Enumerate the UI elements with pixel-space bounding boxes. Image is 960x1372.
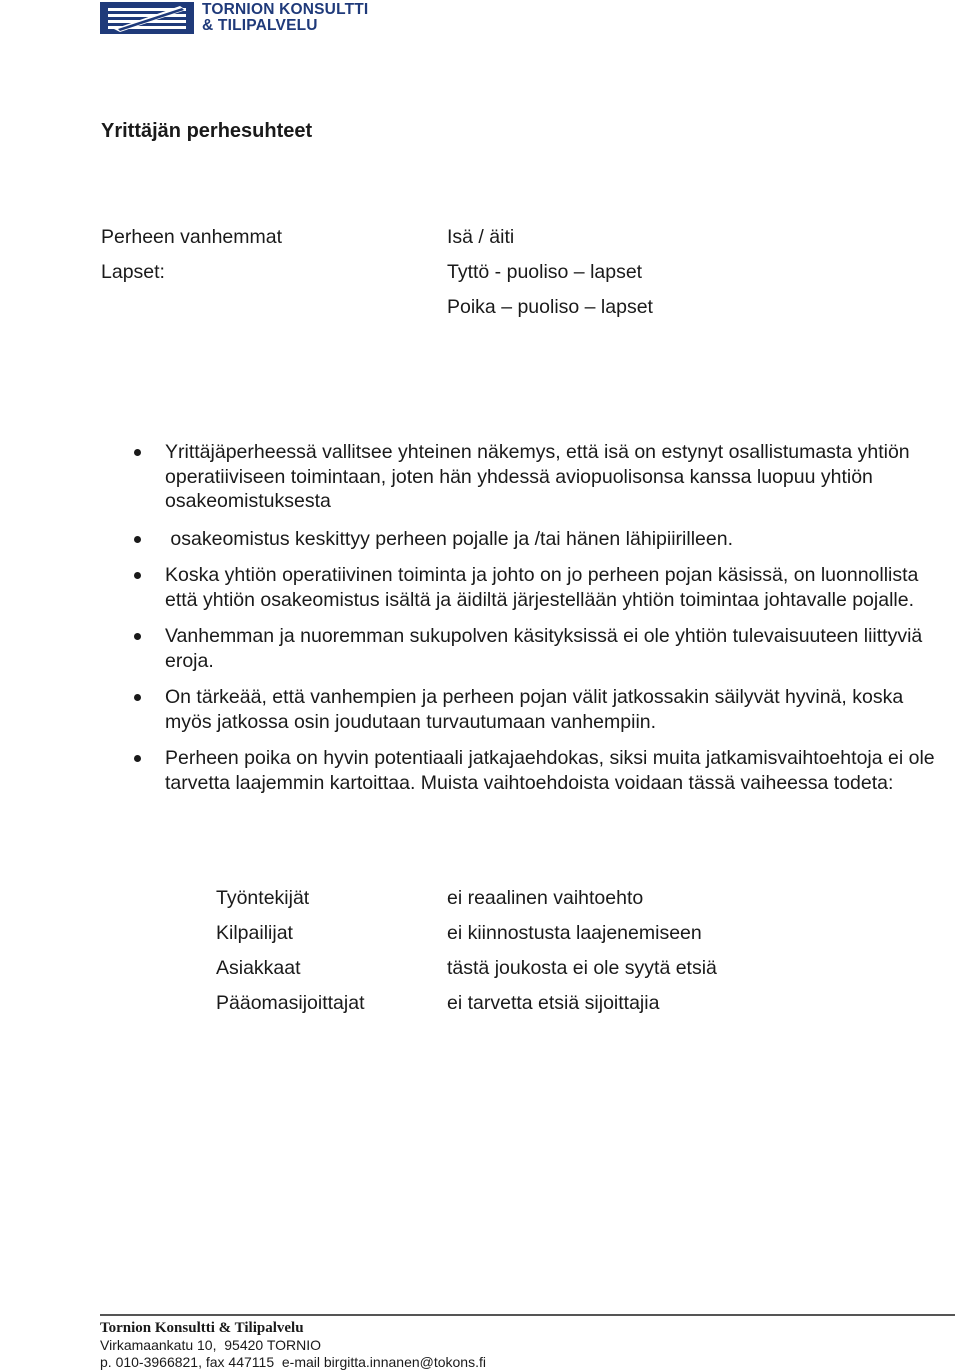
alternative-value: ei kiinnostusta laajenemiseen	[447, 922, 702, 944]
alternative-value: ei reaalinen vaihtoehto	[447, 887, 644, 909]
list-item	[133, 685, 953, 734]
bullet-icon	[134, 572, 141, 579]
bullet-icon	[134, 755, 141, 762]
bullet-icon	[134, 694, 141, 701]
logo-mark-icon	[100, 2, 194, 34]
alternative-label: Kilpailijat	[216, 922, 293, 944]
bullet-text: On tärkeää, että vanhempien ja perheen pojan välit jatkossakin säilyvät hyvinä, koska myös jatkossa osin joudutaan turvautumaan vanhempiin.	[165, 686, 904, 733]
bullet-icon	[134, 536, 141, 543]
family-label: Perheen vanhemmat	[101, 226, 283, 248]
footer-company: Tornion Konsultti & Tilipalvelu	[100, 1320, 304, 1336]
list-item	[133, 563, 953, 612]
page-title: Yrittäjän perhesuhteet	[101, 120, 313, 142]
bullet-text: Vanhemman ja nuoremman sukupolven käsityksissä ei ole yhtiön tulevaisuuteen liittyviä eroja.	[165, 625, 923, 672]
bullet-text: osakeomistus keskittyy perheen pojalle ja /tai hänen lähipiirilleen.	[165, 527, 733, 550]
footer-contact: p. 010-3966821, fax 447115 e-mail birgitta.innanen@tokons.fi	[100, 1354, 486, 1370]
page-footer	[100, 1314, 955, 1371]
alternative-label: Työntekijät	[216, 887, 310, 909]
bullet-text: Perheen poika on hyvin potentiaali jatkajaehdokas, siksi muita jatkamisvaihtoehtoja ei ole tarvetta laajemmin kartoittaa. Muista vaihtoehdoista voidaan tässä vaiheessa todeta:	[165, 747, 935, 794]
alternative-value: ei tarvetta etsiä sijoittajia	[447, 992, 660, 1014]
list-item	[133, 746, 953, 795]
company-logo	[100, 1, 369, 34]
list-item	[133, 624, 953, 673]
logo-line-2: & TILIPALVELU	[202, 17, 318, 34]
family-label: Lapset:	[101, 261, 165, 283]
bullet-icon	[134, 633, 141, 640]
bullet-text: Koska yhtiön operatiivinen toiminta ja johto on jo perheen pojan käsissä, on luonnollista että yhtiön osakeomistus isältä ja äidiltä järjestellään yhtiön toimintaa johtavalle pojalle.	[165, 564, 919, 611]
footer-address: Virkamaankatu 10, 95420 TORNIO	[100, 1337, 322, 1353]
logo-line-1: TORNION KONSULTTI	[202, 1, 369, 18]
alternative-value: tästä joukosta ei ole syytä etsiä	[447, 957, 717, 979]
list-item	[133, 527, 953, 552]
bullet-icon	[134, 449, 141, 456]
alternative-label: Asiakkaat	[216, 957, 301, 979]
family-value: Isä / äiti	[447, 226, 515, 248]
list-item	[133, 440, 953, 514]
bullet-list	[133, 440, 953, 807]
alternative-label: Pääomasijoittajat	[216, 992, 365, 1014]
bullet-text: Yrittäjäperheessä vallitsee yhteinen näkemys, että isä on estynyt osallistumasta yhtiön operatiiviseen toimintaan, joten hän yhdessä aviopuolisonsa kanssa luopuu yhtiön osakeomistuksesta	[165, 441, 910, 512]
logo-text	[202, 2, 368, 34]
family-value: Tyttö - puoliso – lapset	[447, 261, 643, 283]
family-value: Poika – puoliso – lapset	[447, 296, 653, 318]
